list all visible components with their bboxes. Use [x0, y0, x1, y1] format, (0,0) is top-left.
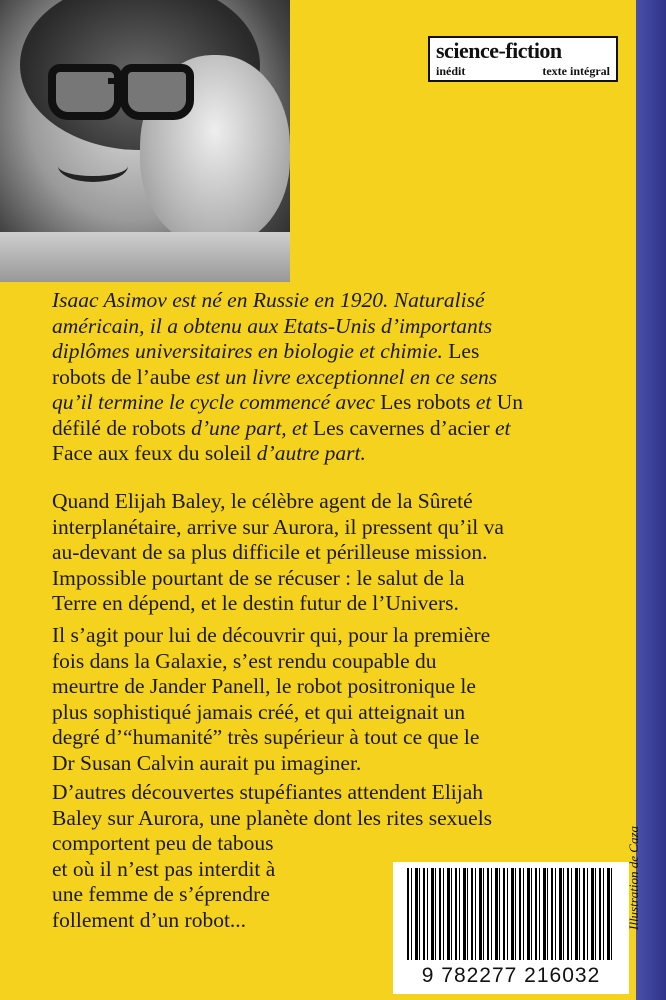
- intro-line: [52, 339, 612, 365]
- paragraph-line: une femme de s’éprendre: [52, 882, 270, 906]
- intro-text-run: d’autre part.: [256, 441, 366, 465]
- intro-line: [52, 288, 612, 314]
- intro-text-run: défilé de robots: [52, 415, 192, 440]
- paragraph-line: Quand Elijah Baley, le célèbre agent de la Sûreté: [52, 489, 473, 513]
- paragraph-line: Baley sur Aurora, une planète dont les rites sexuels: [52, 805, 493, 830]
- intro-line: [52, 416, 612, 442]
- collection-badge: [428, 36, 618, 82]
- intro-text-run: Un: [491, 390, 524, 414]
- badge-texte-integral: texte intégral: [542, 64, 610, 78]
- isbn-number: 9 782277 216032: [421, 964, 601, 987]
- intro-text-run: d’une part, et: [191, 415, 308, 440]
- intro-text-run: Les: [442, 339, 480, 363]
- intro-text-run: Face aux feux du soleil: [52, 441, 257, 465]
- synopsis-paragraph-2: [52, 623, 612, 776]
- paragraph-line: degré d’“humanité” très supérieur à tout ce que le: [52, 725, 480, 749]
- isbn-barcode: [393, 862, 629, 994]
- collection-title: science-fiction: [436, 38, 562, 63]
- intro-line: [52, 365, 612, 391]
- intro-text-run: qu’il termine le cycle commencé avec: [52, 390, 375, 414]
- paragraph-line: comportent peu de tabous: [52, 831, 274, 855]
- paragraph-line: Il s’agit pour lui de découvrir qui, pour la première: [52, 623, 491, 647]
- paragraph-line: Dr Susan Calvin aurait pu imaginer.: [52, 750, 362, 775]
- intro-text-run: Les cavernes d’acier: [307, 415, 495, 440]
- paragraph-line: Terre en dépend, et le destin futur de l’Univers.: [52, 591, 459, 615]
- intro-text-run: et: [494, 415, 511, 440]
- intro-text-run: américain, il a obtenu aux Etats-Unis d’importants: [52, 313, 493, 338]
- barcode-icon: [407, 868, 615, 960]
- paragraph-line: meurtre de Jander Panell, le robot positronique le: [52, 674, 476, 698]
- intro-line: [52, 441, 612, 467]
- intro-text-run: Isaac Asimov est né en Russie en 1920. Naturalisé: [52, 288, 485, 312]
- paragraph-line: fois dans la Galaxie, s’est rendu coupable du: [52, 648, 437, 673]
- paragraph-line: interplanétaire, arrive sur Aurora, il pressent qu’il va: [52, 514, 504, 539]
- paragraph-line: Impossible pourtant de se récuser : le salut de la: [52, 565, 465, 590]
- paragraph-line: au-devant de sa plus difficile et périlleuse mission.: [52, 540, 488, 564]
- paragraph-line: D’autres découvertes stupéfiantes attendent Elijah: [52, 780, 484, 804]
- paragraph-line: follement d’un robot...: [52, 907, 247, 932]
- badge-inedit: inédit: [436, 64, 466, 78]
- intro-text-run: diplômes universitaires en biologie et chimie.: [52, 339, 443, 363]
- intro-text-run: robots de l’aube: [52, 364, 196, 389]
- paragraph-line: et où il n’est pas interdit à: [52, 856, 276, 881]
- intro-text-run: Les robots: [374, 390, 476, 414]
- intro-text-run: et: [475, 390, 492, 414]
- author-photo: [0, 0, 290, 282]
- author-intro: [52, 288, 612, 467]
- illustration-credit: Illustration de Caza: [626, 825, 641, 930]
- glasses-icon: [48, 64, 122, 120]
- intro-line: [52, 390, 612, 416]
- intro-line: [52, 314, 612, 340]
- intro-text-run: est un livre exceptionnel en ce sens: [195, 364, 498, 389]
- paragraph-line: plus sophistiqué jamais créé, et qui atteignait un: [52, 699, 466, 724]
- synopsis-paragraph-1: [52, 489, 612, 617]
